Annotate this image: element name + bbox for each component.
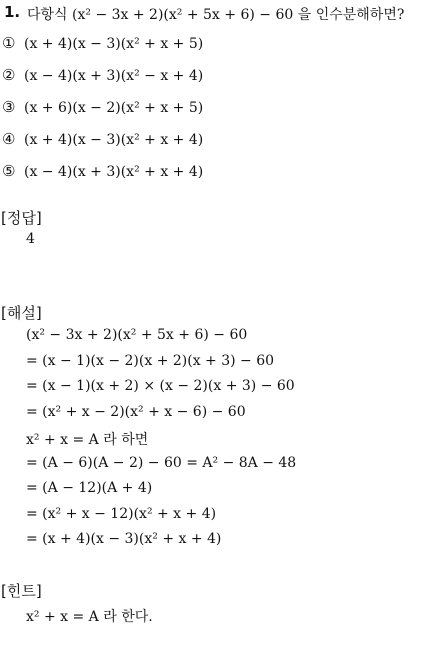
explanation-line-5: x² + x = A 라 하면 — [26, 432, 149, 448]
option-2 — [2, 66, 203, 84]
option-5 — [2, 162, 203, 180]
explanation-line-3: = (x − 1)(x + 2) × (x − 2)(x + 3) − 60 — [26, 378, 295, 394]
answer-label: [정답] — [1, 209, 42, 227]
option-2-text: (x − 4)(x + 3)(x² − x + 4) — [24, 68, 204, 84]
hint-text: x² + x = A 라 한다. — [26, 609, 153, 625]
option-3 — [2, 98, 203, 116]
option-2-mark: ② — [2, 66, 16, 84]
option-3-text: (x + 6)(x − 2)(x² + x + 5) — [24, 100, 204, 116]
option-5-mark: ⑤ — [2, 162, 16, 180]
explanation-line-4: = (x² + x − 2)(x² + x − 6) − 60 — [26, 404, 246, 420]
answer-value: 4 — [26, 231, 35, 247]
option-4-text: (x + 4)(x − 3)(x² + x + 4) — [24, 132, 204, 148]
explanation-line-2: = (x − 1)(x − 2)(x + 2)(x + 3) − 60 — [26, 353, 275, 369]
option-1-text: (x + 4)(x − 3)(x² + x + 5) — [24, 36, 204, 52]
explanation-line-9: = (x + 4)(x − 3)(x² + x + 4) — [26, 531, 222, 547]
question-number: 1. — [4, 3, 21, 21]
option-4 — [2, 130, 203, 148]
option-4-mark: ④ — [2, 130, 16, 148]
explanation-line-6: = (A − 6)(A − 2) − 60 = A² − 8A − 48 — [26, 455, 297, 471]
option-5-text: (x − 4)(x + 3)(x² + x + 4) — [24, 164, 204, 180]
option-1 — [2, 34, 203, 52]
option-3-mark: ③ — [2, 98, 16, 116]
hint-label: [힌트] — [1, 582, 42, 600]
explanation-line-7: = (A − 12)(A + 4) — [26, 480, 153, 496]
explanation-line-1: (x² − 3x + 2)(x² + 5x + 6) − 60 — [26, 327, 248, 343]
question-text: 다항식 (x² − 3x + 2)(x² + 5x + 6) − 60 을 인수분해하면? — [27, 7, 405, 23]
explanation-line-8: = (x² + x − 12)(x² + x + 4) — [26, 506, 217, 522]
explanation-label: [해설] — [1, 304, 42, 322]
option-1-mark: ① — [2, 34, 16, 52]
